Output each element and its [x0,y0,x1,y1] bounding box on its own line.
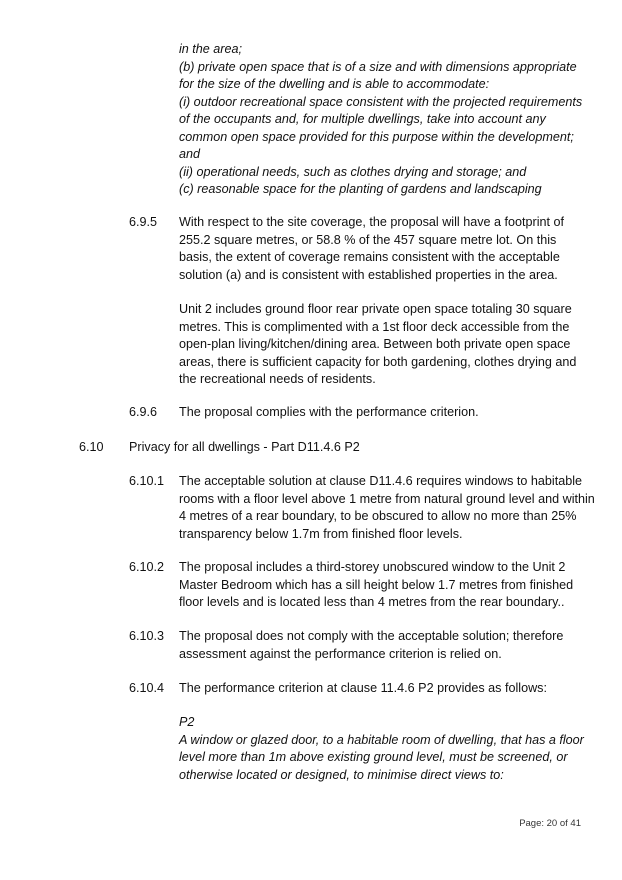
paragraph-line: the recreational needs of residents. [179,372,376,386]
quote-line: A window or glazed door, to a habitable room of dwelling, that has a floor [179,732,584,747]
quoted-performance-criterion [179,714,584,784]
quote-line: for the size of the dwelling and is able to accommodate: [179,77,490,91]
quoted-criteria-continuation [179,41,589,199]
paragraph-line: solution (a) and is consistent with established properties in the area. [179,267,558,282]
quote-line: of the occupants and, for multiple dwellings, take into account any [179,112,546,126]
paragraph-line: The proposal complies with the performance criterion. [179,405,479,419]
section-number: 6.9.5 [129,215,158,229]
quote-line: (ii) operational needs, such as clothes drying and storage; and [179,164,527,179]
quote-line: and [179,147,201,161]
paragraph-acceptable-solution [179,473,595,543]
section-number: 6.10 [79,440,104,454]
paragraph-line: areas, there is sufficient capacity for both gardening, clothes drying and [179,354,577,369]
page-number: Page: 20 of 41 [519,818,581,829]
section-number: 6.10.4 [129,681,165,695]
paragraph-line: With respect to the site coverage, the proposal will have a footprint of [179,215,565,229]
paragraph-line: The proposal includes a third-storey unobscured window to the Unit 2 [179,560,566,574]
paragraph-line: floor levels and is located less than 4 metres from the rear boundary.. [179,595,565,609]
quote-line: level more than 1m above existing ground level, must be screened, or [179,750,568,764]
paragraph-line: rooms with a floor level above 1 metre from natural ground level and within [179,491,595,506]
section-number: 6.9.6 [129,405,158,419]
paragraph-line: transparency below 1.7m from finished floor levels. [179,526,463,541]
paragraph-line: The performance criterion at clause 11.4.6 P2 provides as follows: [179,681,547,695]
paragraph-line: The proposal does not comply with the acceptable solution; therefore [179,629,564,643]
paragraph-line: metres. This is complimented with a 1st floor deck accessible from the [179,319,570,334]
section-number: 6.10.2 [129,560,165,574]
paragraph-private-open-space [179,301,579,389]
paragraph-non-compliance [179,628,579,663]
section-heading: Privacy for all dwellings - Part D11.4.6 P2 [129,440,360,454]
paragraph-line: basis, the extent of coverage remains consistent with the acceptable [179,250,560,264]
paragraph-line: 255.2 square metres, or 58.8 % of the 457 square metre lot. On this [179,232,557,247]
paragraph-site-coverage [179,214,579,284]
quote-line: (b) private open space that is of a size and with dimensions appropriate [179,59,577,74]
paragraph-line: Unit 2 includes ground floor rear private open space totaling 30 square [179,302,572,316]
paragraph-line: Master Bedroom which has a sill height below 1.7 metres from finished [179,577,574,592]
quote-line: common open space provided for this purpose within the development; [179,129,574,144]
section-number: 6.10.3 [129,629,165,643]
quote-line: in the area; [179,42,243,56]
paragraph-complies [179,404,579,422]
paragraph-performance-criterion [179,680,579,698]
paragraph-line: The acceptable solution at clause D11.4.6 requires windows to habitable [179,474,583,488]
paragraph-line: open-plan living/kitchen/dining area. Between both private open space [179,337,571,351]
section-number: 6.10.1 [129,474,165,488]
quote-line: otherwise located or designed, to minimise direct views to: [179,767,504,782]
paragraph-line: assessment against the performance criterion is relied on. [179,646,502,661]
paragraph-window-proposal [179,559,579,612]
paragraph-line: 4 metres of a rear boundary, to be obscured to allow no more than 25% [179,509,577,523]
quote-line: (c) reasonable space for the planting of gardens and landscaping [179,182,542,196]
quote-heading: P2 [179,715,195,729]
quote-line: (i) outdoor recreational space consistent with the projected requirements [179,94,583,109]
